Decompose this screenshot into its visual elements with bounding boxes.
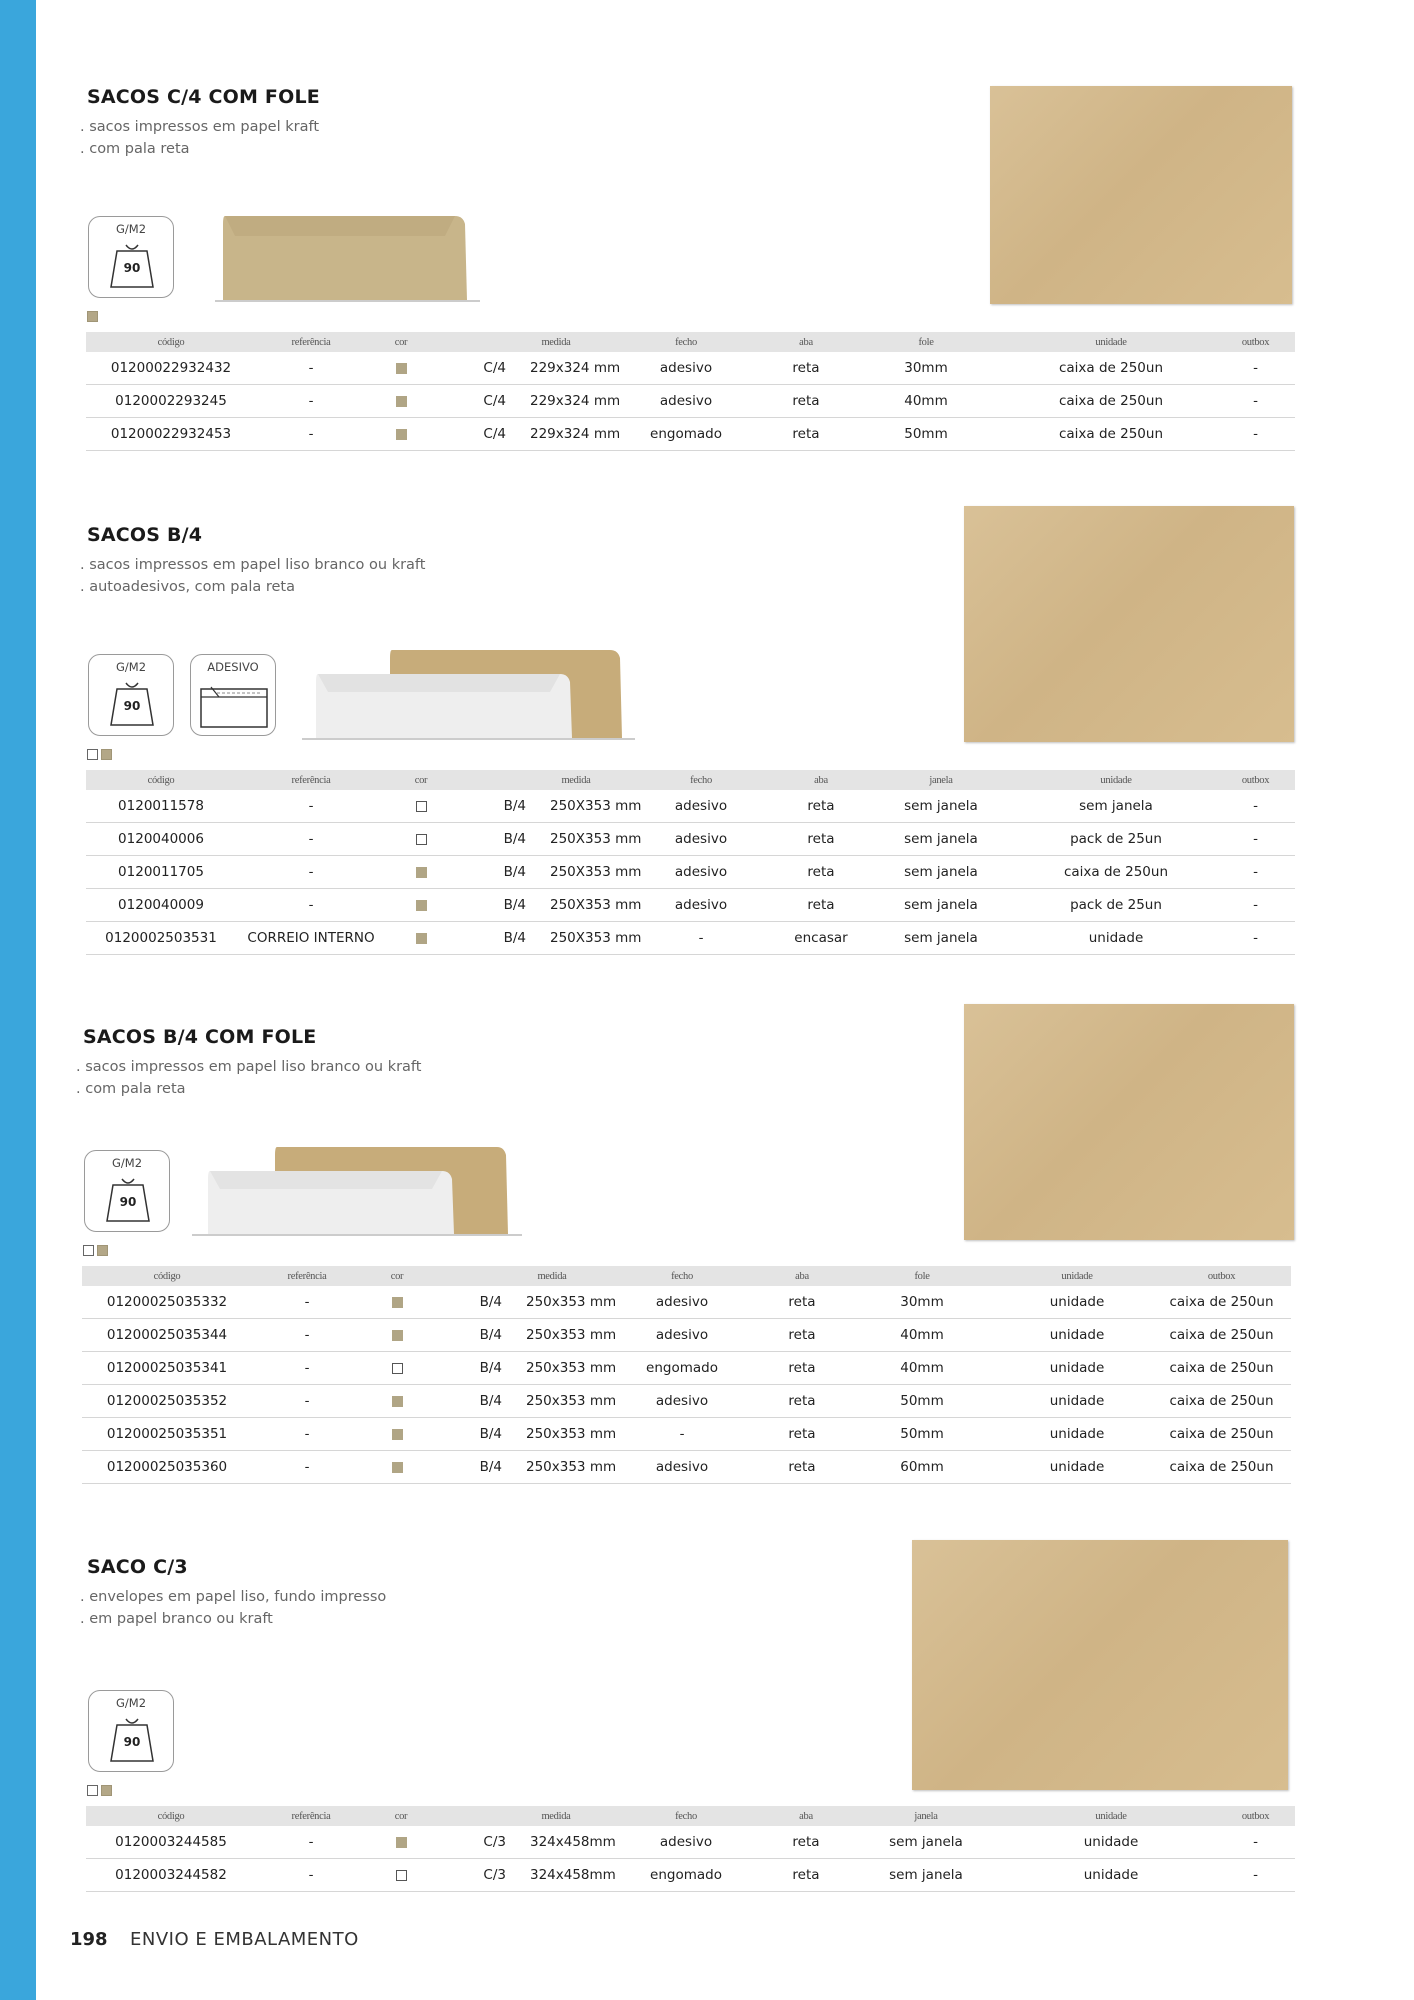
kraft-swatch bbox=[416, 900, 427, 911]
cell-referencia: - bbox=[256, 418, 366, 451]
cell-medida: 250x353 mm bbox=[502, 1451, 602, 1484]
cell-medida: 250x353 mm bbox=[502, 1286, 602, 1319]
weight-badge-value: 90 bbox=[123, 699, 141, 713]
column-header: fole bbox=[846, 332, 1006, 352]
kraft-swatch bbox=[87, 311, 98, 322]
cell-fecho: engomado bbox=[602, 1352, 762, 1385]
cell-outbox: - bbox=[1216, 352, 1295, 385]
product-photo bbox=[964, 506, 1294, 742]
table-row bbox=[86, 922, 1295, 955]
cell-extra: 40mm bbox=[842, 1319, 1002, 1352]
cell-referencia: - bbox=[256, 1826, 366, 1859]
table-row bbox=[86, 1859, 1295, 1892]
cell-codigo: 01200022932453 bbox=[86, 418, 256, 451]
product-table bbox=[86, 332, 1295, 451]
color-swatches bbox=[87, 311, 101, 323]
product-photo bbox=[990, 86, 1292, 304]
table-row bbox=[82, 1352, 1291, 1385]
cell-fecho: adesivo bbox=[602, 1286, 762, 1319]
kraft-swatch bbox=[392, 1429, 403, 1440]
envelope-illustration bbox=[300, 648, 640, 744]
kraft-swatch bbox=[392, 1462, 403, 1473]
cell-aba: reta bbox=[776, 856, 866, 889]
table-row bbox=[82, 1418, 1291, 1451]
column-header: unidade bbox=[1016, 770, 1216, 790]
cell-referencia: CORREIO INTERNO bbox=[236, 922, 386, 955]
column-header: outbox bbox=[1152, 1266, 1291, 1286]
cell-unidade: unidade bbox=[1002, 1286, 1152, 1319]
column-header: medida bbox=[506, 332, 606, 352]
column-header: código bbox=[82, 1266, 252, 1286]
color-swatches bbox=[83, 1245, 111, 1257]
cell-formato: B/4 bbox=[456, 856, 526, 889]
cell-extra: sem janela bbox=[866, 922, 1016, 955]
color-cell bbox=[362, 1319, 432, 1352]
cell-medida: 229x324 mm bbox=[506, 352, 606, 385]
table-row bbox=[86, 823, 1295, 856]
cell-referencia: - bbox=[236, 790, 386, 823]
cell-extra: 30mm bbox=[842, 1286, 1002, 1319]
column-header: fecho bbox=[606, 332, 766, 352]
cell-unidade: unidade bbox=[1002, 1451, 1152, 1484]
cell-formato: B/4 bbox=[456, 922, 526, 955]
column-header: unidade bbox=[1002, 1266, 1152, 1286]
cell-medida: 250x353 mm bbox=[502, 1385, 602, 1418]
table-row bbox=[86, 790, 1295, 823]
cell-unidade: caixa de 250un bbox=[1006, 418, 1216, 451]
cell-codigo: 01200022932432 bbox=[86, 352, 256, 385]
product-table bbox=[86, 770, 1295, 955]
kraft-swatch bbox=[101, 749, 112, 760]
table-row bbox=[82, 1385, 1291, 1418]
color-cell bbox=[362, 1385, 432, 1418]
footer-section-title: ENVIO E EMBALAMENTO bbox=[130, 1929, 359, 1950]
section-desc-line: . com pala reta bbox=[80, 141, 190, 157]
kraft-swatch bbox=[396, 1837, 407, 1848]
cell-outbox: caixa de 250un bbox=[1152, 1319, 1291, 1352]
product-photo bbox=[912, 1540, 1288, 1790]
product-table bbox=[86, 1806, 1295, 1892]
cell-medida: 250X353 mm bbox=[526, 823, 626, 856]
cell-referencia: - bbox=[236, 823, 386, 856]
column-header: outbox bbox=[1216, 1806, 1295, 1826]
section-desc-line: . sacos impressos em papel liso branco ou kraft bbox=[80, 557, 426, 573]
color-cell bbox=[386, 823, 456, 856]
cell-aba: encasar bbox=[776, 922, 866, 955]
color-swatches bbox=[87, 749, 115, 761]
cell-fecho: engomado bbox=[606, 418, 766, 451]
section-desc-line: . autoadesivos, com pala reta bbox=[80, 579, 295, 595]
cell-referencia: - bbox=[252, 1385, 362, 1418]
cell-outbox: - bbox=[1216, 1826, 1295, 1859]
cell-extra: sem janela bbox=[846, 1859, 1006, 1892]
table-row bbox=[86, 1826, 1295, 1859]
cell-referencia: - bbox=[256, 385, 366, 418]
column-header: cor bbox=[366, 1806, 436, 1826]
cell-outbox: - bbox=[1216, 889, 1295, 922]
cell-fecho: engomado bbox=[606, 1859, 766, 1892]
weight-icon bbox=[89, 677, 175, 733]
table-row bbox=[86, 856, 1295, 889]
kraft-swatch bbox=[396, 396, 407, 407]
color-cell bbox=[362, 1451, 432, 1484]
cell-aba: reta bbox=[762, 1418, 842, 1451]
product-table bbox=[82, 1266, 1291, 1484]
section-desc-line: . em papel branco ou kraft bbox=[80, 1611, 273, 1627]
column-header: código bbox=[86, 332, 256, 352]
color-cell bbox=[366, 1859, 436, 1892]
cell-outbox: caixa de 250un bbox=[1152, 1451, 1291, 1484]
cell-fecho: - bbox=[602, 1418, 762, 1451]
cell-extra: 60mm bbox=[842, 1451, 1002, 1484]
cell-unidade: sem janela bbox=[1016, 790, 1216, 823]
white-swatch bbox=[83, 1245, 94, 1256]
column-header: fecho bbox=[606, 1806, 766, 1826]
column-header: medida bbox=[502, 1266, 602, 1286]
cell-extra: sem janela bbox=[866, 856, 1016, 889]
color-cell bbox=[362, 1286, 432, 1319]
cell-unidade: unidade bbox=[1002, 1352, 1152, 1385]
table-row bbox=[82, 1286, 1291, 1319]
color-cell bbox=[362, 1418, 432, 1451]
envelope-illustration bbox=[215, 210, 485, 306]
cell-medida: 250x353 mm bbox=[502, 1418, 602, 1451]
column-header: outbox bbox=[1216, 770, 1295, 790]
column-header-blank bbox=[456, 770, 526, 790]
color-cell bbox=[386, 889, 456, 922]
column-header: janela bbox=[846, 1806, 1006, 1826]
product-photo bbox=[964, 1004, 1294, 1240]
cell-outbox: - bbox=[1216, 823, 1295, 856]
weight-badge-label: G/M2 bbox=[115, 222, 147, 236]
envelope-illustration bbox=[192, 1143, 532, 1239]
column-header: referência bbox=[252, 1266, 362, 1286]
cell-fecho: adesivo bbox=[602, 1319, 762, 1352]
cell-codigo: 0120011705 bbox=[86, 856, 236, 889]
adhesive-badge-label: ADESIVO bbox=[207, 660, 259, 674]
cell-unidade: unidade bbox=[1002, 1319, 1152, 1352]
column-header: cor bbox=[386, 770, 456, 790]
color-cell bbox=[386, 922, 456, 955]
column-header: código bbox=[86, 1806, 256, 1826]
weight-badge-value: 90 bbox=[123, 1735, 141, 1749]
weight-badge-value: 90 bbox=[123, 261, 141, 275]
cell-extra: 30mm bbox=[846, 352, 1006, 385]
cell-medida: 324x458mm bbox=[506, 1826, 606, 1859]
weight-badge bbox=[88, 1690, 174, 1772]
cell-formato: B/4 bbox=[432, 1418, 502, 1451]
cell-outbox: - bbox=[1216, 418, 1295, 451]
cell-medida: 250X353 mm bbox=[526, 790, 626, 823]
cell-codigo: 01200025035341 bbox=[82, 1352, 252, 1385]
cell-aba: reta bbox=[762, 1319, 842, 1352]
cell-codigo: 01200025035332 bbox=[82, 1286, 252, 1319]
white-swatch bbox=[87, 749, 98, 760]
kraft-swatch bbox=[392, 1297, 403, 1308]
cell-medida: 229x324 mm bbox=[506, 385, 606, 418]
kraft-swatch bbox=[416, 933, 427, 944]
cell-medida: 324x458mm bbox=[506, 1859, 606, 1892]
cell-codigo: 01200025035360 bbox=[82, 1451, 252, 1484]
cell-unidade: unidade bbox=[1002, 1418, 1152, 1451]
cell-referencia: - bbox=[256, 1859, 366, 1892]
color-swatches bbox=[87, 1785, 115, 1797]
column-header: aba bbox=[766, 1806, 846, 1826]
column-header: unidade bbox=[1006, 332, 1216, 352]
cell-formato: B/4 bbox=[432, 1352, 502, 1385]
weight-badge-label: G/M2 bbox=[111, 1156, 143, 1170]
cell-medida: 229x324 mm bbox=[506, 418, 606, 451]
section-title: SACOS B/4 COM FOLE bbox=[83, 1026, 317, 1048]
cell-extra: sem janela bbox=[866, 823, 1016, 856]
color-cell bbox=[386, 790, 456, 823]
column-header-blank bbox=[436, 332, 506, 352]
section-desc-line: . com pala reta bbox=[76, 1081, 186, 1097]
color-cell bbox=[366, 1826, 436, 1859]
cell-medida: 250X353 mm bbox=[526, 922, 626, 955]
column-header: aba bbox=[776, 770, 866, 790]
cell-formato: C/4 bbox=[436, 385, 506, 418]
kraft-swatch bbox=[416, 867, 427, 878]
column-header: aba bbox=[762, 1266, 842, 1286]
cell-fecho: adesivo bbox=[606, 1826, 766, 1859]
cell-aba: reta bbox=[762, 1352, 842, 1385]
column-header-blank bbox=[436, 1806, 506, 1826]
cell-referencia: - bbox=[236, 889, 386, 922]
cell-referencia: - bbox=[256, 352, 366, 385]
cell-codigo: 0120040009 bbox=[86, 889, 236, 922]
white-swatch bbox=[416, 834, 427, 845]
weight-icon bbox=[89, 239, 175, 295]
cell-outbox: - bbox=[1216, 790, 1295, 823]
column-header: referência bbox=[256, 1806, 366, 1826]
cell-fecho: adesivo bbox=[602, 1451, 762, 1484]
section-desc-line: . sacos impressos em papel kraft bbox=[80, 119, 320, 135]
column-header: cor bbox=[366, 332, 436, 352]
cell-codigo: 0120002293245 bbox=[86, 385, 256, 418]
column-header: fole bbox=[842, 1266, 1002, 1286]
cell-aba: reta bbox=[766, 1859, 846, 1892]
cell-aba: reta bbox=[762, 1451, 842, 1484]
cell-unidade: caixa de 250un bbox=[1006, 352, 1216, 385]
cell-fecho: adesivo bbox=[626, 823, 776, 856]
table-row bbox=[86, 889, 1295, 922]
cell-unidade: caixa de 250un bbox=[1016, 856, 1216, 889]
section-desc-line: . sacos impressos em papel liso branco ou kraft bbox=[76, 1059, 422, 1075]
table-row bbox=[86, 352, 1295, 385]
cell-medida: 250x353 mm bbox=[502, 1319, 602, 1352]
cell-outbox: - bbox=[1216, 922, 1295, 955]
cell-unidade: unidade bbox=[1002, 1385, 1152, 1418]
section-title: SACOS B/4 bbox=[87, 524, 203, 546]
cell-medida: 250X353 mm bbox=[526, 856, 626, 889]
cell-fecho: adesivo bbox=[626, 790, 776, 823]
weight-badge bbox=[84, 1150, 170, 1232]
white-swatch bbox=[87, 1785, 98, 1796]
color-cell bbox=[386, 856, 456, 889]
cell-extra: 50mm bbox=[842, 1418, 1002, 1451]
cell-aba: reta bbox=[776, 790, 866, 823]
kraft-swatch bbox=[101, 1785, 112, 1796]
cell-unidade: unidade bbox=[1006, 1826, 1216, 1859]
column-header: cor bbox=[362, 1266, 432, 1286]
cell-codigo: 0120002503531 bbox=[86, 922, 236, 955]
table-header bbox=[86, 332, 1295, 352]
cell-fecho: adesivo bbox=[602, 1385, 762, 1418]
column-header: referência bbox=[256, 332, 366, 352]
cell-outbox: - bbox=[1216, 856, 1295, 889]
side-color-bar bbox=[0, 0, 36, 2000]
section-title: SACOS C/4 COM FOLE bbox=[87, 86, 320, 108]
cell-outbox: caixa de 250un bbox=[1152, 1418, 1291, 1451]
cell-codigo: 0120011578 bbox=[86, 790, 236, 823]
cell-formato: C/3 bbox=[436, 1859, 506, 1892]
cell-formato: C/3 bbox=[436, 1826, 506, 1859]
cell-codigo: 01200025035352 bbox=[82, 1385, 252, 1418]
cell-fecho: adesivo bbox=[626, 856, 776, 889]
column-header: fecho bbox=[626, 770, 776, 790]
white-swatch bbox=[416, 801, 427, 812]
column-header: código bbox=[86, 770, 236, 790]
cell-medida: 250X353 mm bbox=[526, 889, 626, 922]
cell-fecho: adesivo bbox=[606, 385, 766, 418]
cell-fecho: adesivo bbox=[606, 352, 766, 385]
color-cell bbox=[366, 418, 436, 451]
cell-referencia: - bbox=[252, 1451, 362, 1484]
cell-codigo: 0120003244585 bbox=[86, 1826, 256, 1859]
weight-badge-value: 90 bbox=[119, 1195, 137, 1209]
cell-aba: reta bbox=[766, 1826, 846, 1859]
page-number: 198 bbox=[70, 1929, 108, 1950]
table-row bbox=[86, 385, 1295, 418]
adhesive-envelope-icon bbox=[191, 677, 277, 733]
weight-badge bbox=[88, 654, 174, 736]
weight-icon bbox=[85, 1173, 171, 1229]
cell-aba: reta bbox=[762, 1385, 842, 1418]
column-header: outbox bbox=[1216, 332, 1295, 352]
table-header bbox=[86, 770, 1295, 790]
cell-formato: B/4 bbox=[432, 1286, 502, 1319]
cell-extra: 40mm bbox=[842, 1352, 1002, 1385]
cell-outbox: - bbox=[1216, 385, 1295, 418]
weight-badge-label: G/M2 bbox=[115, 660, 147, 674]
cell-extra: 40mm bbox=[846, 385, 1006, 418]
column-header: fecho bbox=[602, 1266, 762, 1286]
cell-unidade: pack de 25un bbox=[1016, 889, 1216, 922]
cell-aba: reta bbox=[776, 823, 866, 856]
cell-extra: sem janela bbox=[866, 790, 1016, 823]
cell-unidade: unidade bbox=[1006, 1859, 1216, 1892]
table-row bbox=[82, 1319, 1291, 1352]
cell-unidade: pack de 25un bbox=[1016, 823, 1216, 856]
cell-referencia: - bbox=[252, 1319, 362, 1352]
column-header: aba bbox=[766, 332, 846, 352]
cell-fecho: - bbox=[626, 922, 776, 955]
cell-codigo: 01200025035351 bbox=[82, 1418, 252, 1451]
column-header: janela bbox=[866, 770, 1016, 790]
kraft-swatch bbox=[392, 1330, 403, 1341]
cell-aba: reta bbox=[762, 1286, 842, 1319]
cell-aba: reta bbox=[776, 889, 866, 922]
white-swatch bbox=[392, 1363, 403, 1374]
kraft-swatch bbox=[97, 1245, 108, 1256]
cell-referencia: - bbox=[252, 1286, 362, 1319]
cell-extra: sem janela bbox=[846, 1826, 1006, 1859]
kraft-swatch bbox=[392, 1396, 403, 1407]
table-header bbox=[86, 1806, 1295, 1826]
color-cell bbox=[366, 352, 436, 385]
color-cell bbox=[362, 1352, 432, 1385]
kraft-swatch bbox=[396, 429, 407, 440]
cell-formato: C/4 bbox=[436, 418, 506, 451]
adhesive-badge bbox=[190, 654, 276, 736]
cell-referencia: - bbox=[236, 856, 386, 889]
color-cell bbox=[366, 385, 436, 418]
cell-formato: B/4 bbox=[432, 1385, 502, 1418]
cell-formato: B/4 bbox=[456, 889, 526, 922]
cell-outbox: - bbox=[1216, 1859, 1295, 1892]
cell-medida: 250x353 mm bbox=[502, 1352, 602, 1385]
cell-extra: 50mm bbox=[846, 418, 1006, 451]
cell-outbox: caixa de 250un bbox=[1152, 1352, 1291, 1385]
kraft-swatch bbox=[396, 363, 407, 374]
cell-referencia: - bbox=[252, 1418, 362, 1451]
cell-aba: reta bbox=[766, 385, 846, 418]
cell-formato: B/4 bbox=[432, 1319, 502, 1352]
weight-badge bbox=[88, 216, 174, 298]
cell-formato: C/4 bbox=[436, 352, 506, 385]
table-row bbox=[86, 418, 1295, 451]
cell-outbox: caixa de 250un bbox=[1152, 1286, 1291, 1319]
column-header: referência bbox=[236, 770, 386, 790]
cell-formato: B/4 bbox=[456, 823, 526, 856]
cell-outbox: caixa de 250un bbox=[1152, 1385, 1291, 1418]
cell-extra: 50mm bbox=[842, 1385, 1002, 1418]
cell-fecho: adesivo bbox=[626, 889, 776, 922]
cell-extra: sem janela bbox=[866, 889, 1016, 922]
white-swatch bbox=[396, 1870, 407, 1881]
table-header bbox=[82, 1266, 1291, 1286]
section-desc-line: . envelopes em papel liso, fundo impresso bbox=[80, 1589, 387, 1605]
cell-codigo: 0120003244582 bbox=[86, 1859, 256, 1892]
cell-unidade: unidade bbox=[1016, 922, 1216, 955]
cell-unidade: caixa de 250un bbox=[1006, 385, 1216, 418]
weight-badge-label: G/M2 bbox=[115, 1696, 147, 1710]
cell-codigo: 01200025035344 bbox=[82, 1319, 252, 1352]
cell-referencia: - bbox=[252, 1352, 362, 1385]
column-header: unidade bbox=[1006, 1806, 1216, 1826]
cell-aba: reta bbox=[766, 352, 846, 385]
section-title: SACO C/3 bbox=[87, 1556, 188, 1578]
column-header-blank bbox=[432, 1266, 502, 1286]
table-row bbox=[82, 1451, 1291, 1484]
column-header: medida bbox=[526, 770, 626, 790]
cell-formato: B/4 bbox=[432, 1451, 502, 1484]
cell-formato: B/4 bbox=[456, 790, 526, 823]
weight-icon bbox=[89, 1713, 175, 1769]
cell-codigo: 0120040006 bbox=[86, 823, 236, 856]
cell-aba: reta bbox=[766, 418, 846, 451]
column-header: medida bbox=[506, 1806, 606, 1826]
